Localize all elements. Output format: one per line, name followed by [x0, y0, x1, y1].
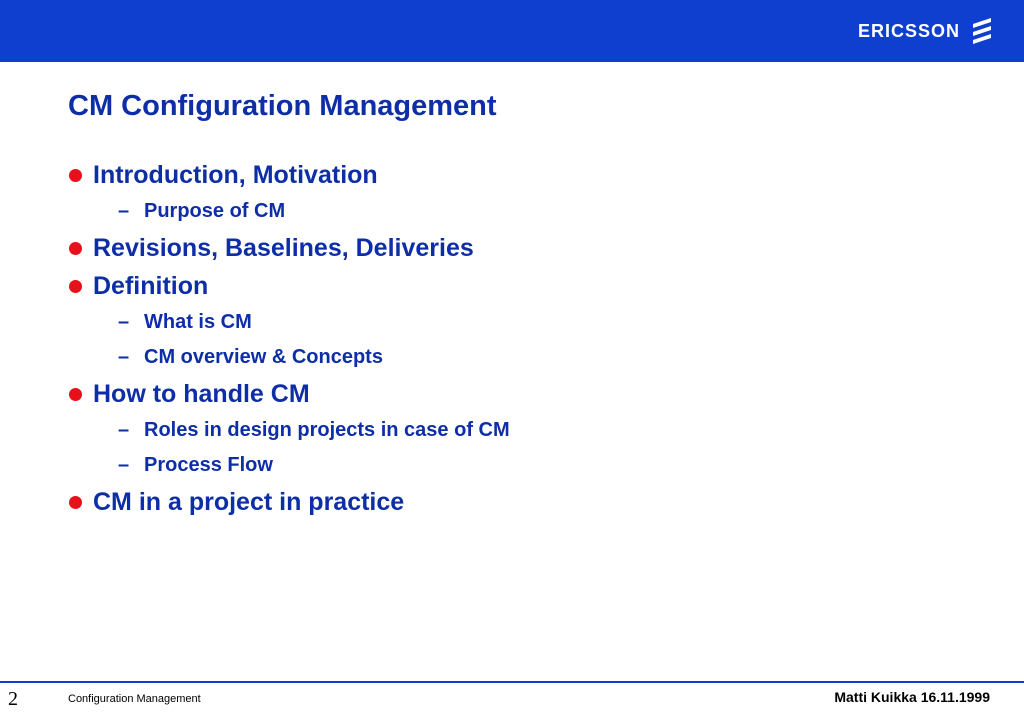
bullet-text: Revisions, Baselines, Deliveries: [93, 233, 474, 262]
sub-bullet-item: [68, 194, 968, 229]
bullet-item: [68, 483, 968, 521]
bullet-item: [68, 267, 968, 305]
dash-marker: –: [118, 419, 130, 441]
dash-marker: –: [118, 311, 130, 333]
bullet-item: [68, 375, 968, 413]
sub-bullet-item: [68, 340, 968, 375]
ericsson-mark-icon: [970, 17, 994, 45]
dash-marker: –: [118, 200, 130, 222]
bullet-dot-icon: [69, 169, 82, 182]
bullet-dot-icon: [69, 280, 82, 293]
bullet-item: [68, 156, 968, 194]
footer-divider: [0, 681, 1024, 683]
sub-bullet-text: Purpose of CM: [144, 200, 286, 222]
sub-bullet-text: CM overview & Concepts: [144, 346, 383, 368]
bullet-dot-icon: [69, 242, 82, 255]
bullet-text: Introduction, Motivation: [93, 160, 378, 189]
dash-marker: –: [118, 346, 130, 368]
bullet-dot-icon: [69, 388, 82, 401]
ericsson-logo: [858, 16, 994, 46]
bullet-text: CM in a project in practice: [93, 487, 405, 516]
sub-bullet-item: [68, 413, 968, 448]
sub-bullet-text: What is CM: [144, 311, 252, 333]
dash-marker: –: [118, 454, 130, 476]
footer-title: Configuration Management: [68, 693, 201, 705]
sub-bullet-text: Roles in design projects in case of CM: [144, 419, 510, 441]
bullet-text: Definition: [93, 271, 209, 300]
page-number: 2: [8, 688, 18, 710]
sub-bullet-item: [68, 448, 968, 483]
bullet-dot-icon: [69, 496, 82, 509]
bullet-list: [68, 156, 968, 521]
logo-text: ERICSSON: [857, 20, 960, 41]
bullet-text: How to handle CM: [93, 379, 310, 408]
sub-bullet-item: [68, 305, 968, 340]
sub-bullet-text: Process Flow: [144, 454, 273, 476]
header-bar: [0, 0, 1024, 62]
bullet-item: [68, 229, 968, 267]
footer-author-date: Matti Kuikka 16.11.1999: [834, 689, 990, 705]
slide-title: CM Configuration Management: [68, 90, 497, 122]
